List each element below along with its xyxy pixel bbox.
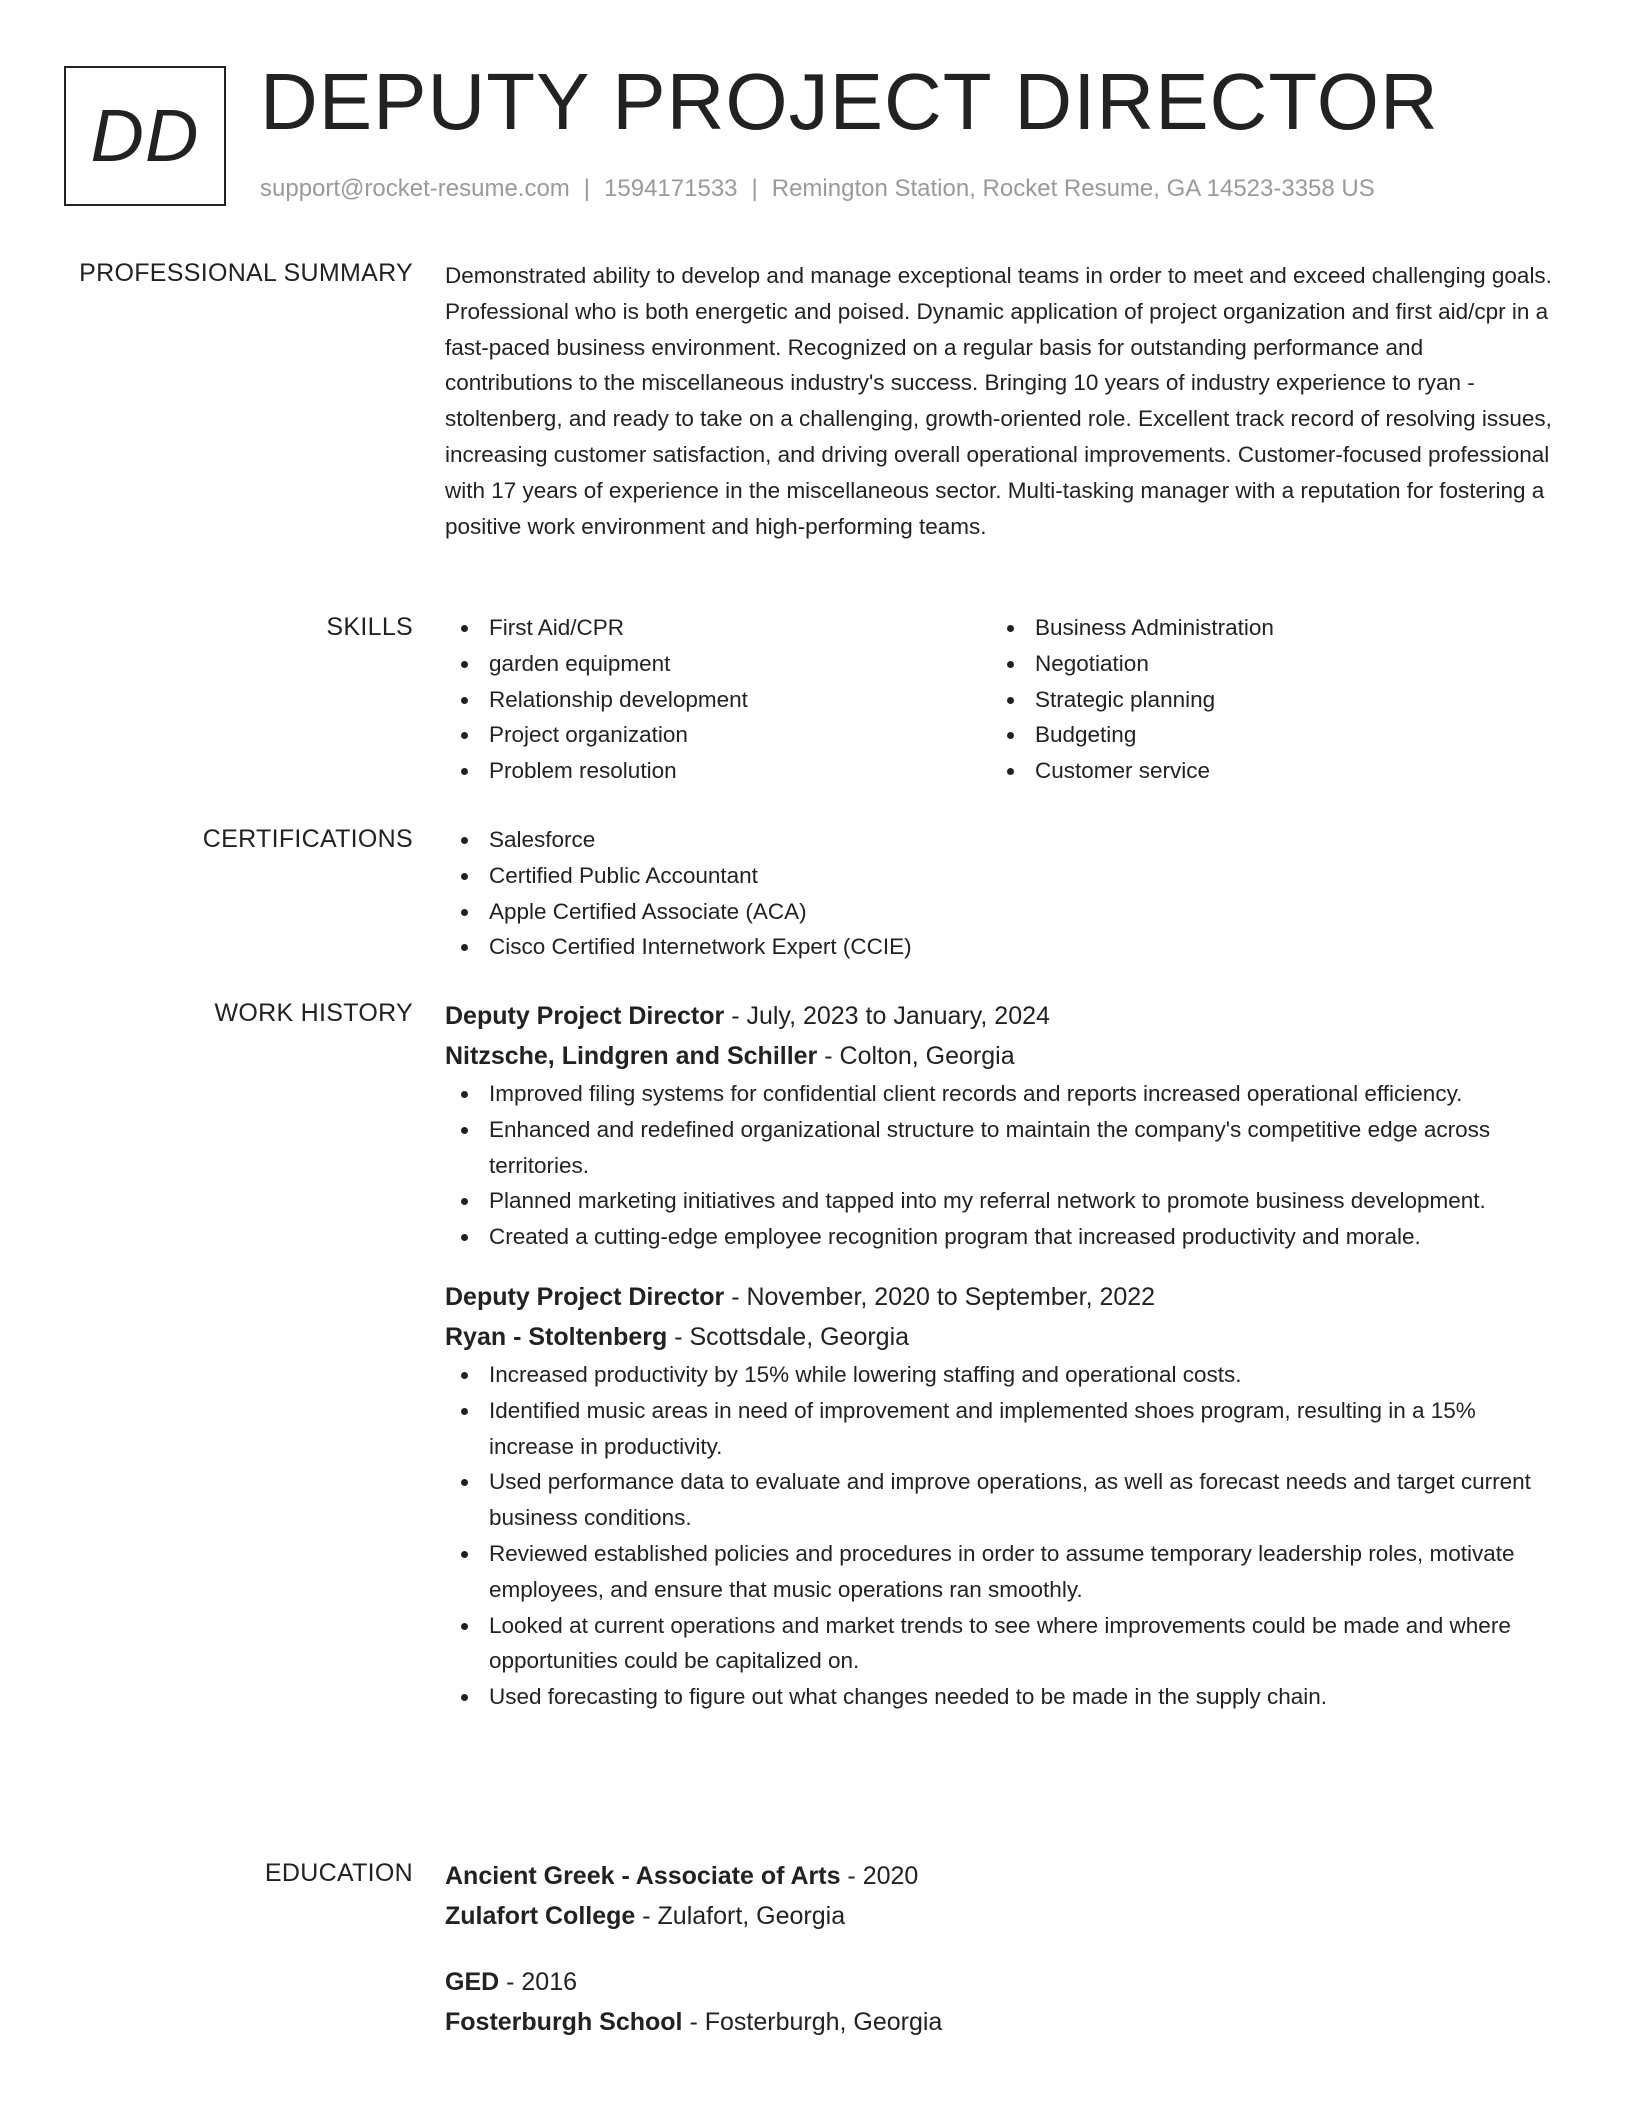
job-bullets	[445, 1076, 1555, 1255]
education-entry	[445, 1856, 1555, 1936]
monogram-box	[64, 66, 226, 206]
job-entry	[445, 1277, 1555, 1715]
certifications-list	[445, 822, 1555, 965]
job-bullets	[445, 1357, 1555, 1715]
education-school: Zulafort College	[445, 1902, 636, 1930]
skill-item: Problem resolution	[445, 753, 991, 789]
education-year: - 2020	[840, 1862, 919, 1890]
skill-item: garden equipment	[445, 646, 991, 682]
skill-item: Budgeting	[991, 717, 1537, 753]
job-bullet: Planned marketing initiatives and tapped into my referral network to promote business development.	[445, 1183, 1555, 1219]
job-bullet: Used forecasting to figure out what changes needed to be made in the supply chain.	[445, 1679, 1555, 1715]
certification-item: Certified Public Accountant	[445, 858, 1555, 894]
job-location: - Scottsdale, Georgia	[667, 1322, 910, 1351]
skill-item: Negotiation	[991, 646, 1537, 682]
certification-item: Cisco Certified Internetwork Expert (CCIE)	[445, 929, 1555, 965]
job-bullet: Reviewed established policies and procedures in order to assume temporary leadership roles, motivate employees, and ensure that music operations ran smoothly.	[445, 1536, 1555, 1608]
job-bullet: Identified music areas in need of improvement and implemented shoes program, resulting in a 15% increase in productivity.	[445, 1393, 1555, 1465]
education-school: Fosterburgh School	[445, 2008, 683, 2036]
skill-item: Relationship development	[445, 682, 991, 718]
page-title: DEPUTY PROJECT DIRECTOR	[260, 57, 1439, 146]
job-bullet: Looked at current operations and market trends to see where improvements could be made and where opportunities could be capitalized on.	[445, 1608, 1555, 1680]
skills-list-right	[991, 610, 1537, 789]
education-body	[445, 1856, 1555, 2042]
section-label-education: EDUCATION	[264, 1859, 413, 1887]
summary-body	[445, 258, 1555, 544]
contact-separator: |	[583, 175, 591, 202]
section-label-certifications: CERTIFICATIONS	[202, 825, 413, 853]
job-bullet: Increased productivity by 15% while lowering staffing and operational costs.	[445, 1357, 1555, 1393]
education-degree: Ancient Greek - Associate of Arts	[445, 1862, 841, 1890]
contact-line	[260, 174, 1375, 204]
certification-item: Salesforce	[445, 822, 1555, 858]
job-location: - Colton, Georgia	[817, 1042, 1015, 1070]
job-bullet: Improved filing systems for confidential client records and reports increased operational efficiency.	[445, 1076, 1555, 1112]
education-school-line	[445, 1896, 1555, 1936]
education-degree-line	[445, 1856, 1555, 1896]
job-bullet: Created a cutting-edge employee recognition program that increased productivity and morale.	[445, 1219, 1555, 1255]
summary-text: Demonstrated ability to develop and manage exceptional teams in order to meet and exceed challenging goals. Professional who is both energetic and poised. Dynamic application of project organization and first aid/cpr in a fast-paced business environment. Recognized on a regular basis for outstanding performance and contributions to the miscellaneous industry's success. Bringing 10 years of industry experience to ryan - stoltenberg, and ready to take on a challenging, growth-oriented role. Excellent track record of resolving issues, increasing customer satisfaction, and driving overall operational improvements. Customer-focused professional with 17 years of experience in the miscellaneous sector. Multi-tasking manager with a reputation for fostering a positive work environment and high-performing teams.	[445, 263, 1552, 539]
job-entry	[445, 996, 1555, 1255]
job-company: Ryan - Stoltenberg	[445, 1322, 668, 1351]
section-label-work-history: WORK HISTORY	[214, 999, 413, 1027]
skill-item: Business Administration	[991, 610, 1537, 646]
skill-item: Strategic planning	[991, 682, 1537, 718]
skill-item: Customer service	[991, 753, 1537, 789]
skills-list-left	[445, 610, 991, 789]
contact-address: Remington Station, Rocket Resume, GA 14523-3358 US	[771, 175, 1375, 202]
skill-item: First Aid/CPR	[445, 610, 991, 646]
job-title: Deputy Project Director	[445, 1282, 725, 1311]
job-bullet: Enhanced and redefined organizational structure to maintain the company's competitive edge across territories.	[445, 1112, 1555, 1184]
certifications-body	[445, 822, 1555, 965]
education-school-line	[445, 2002, 1555, 2042]
job-dates: - November, 2020 to September, 2022	[724, 1282, 1156, 1311]
job-title: Deputy Project Director	[445, 1002, 725, 1030]
job-company: Nitzsche, Lindgren and Schiller	[445, 1042, 818, 1070]
skills-body	[445, 610, 1555, 789]
certification-item: Apple Certified Associate (ACA)	[445, 894, 1555, 930]
skill-item: Project organization	[445, 717, 991, 753]
job-dates: - July, 2023 to January, 2024	[724, 1002, 1050, 1030]
education-location: - Zulafort, Georgia	[635, 1902, 846, 1930]
education-degree-line	[445, 1962, 1555, 2002]
education-entry	[445, 1962, 1555, 2042]
education-year: - 2016	[499, 1968, 578, 1996]
job-title-line	[445, 1277, 1555, 1317]
skills-grid	[445, 610, 1555, 789]
contact-phone: 1594171533	[604, 175, 738, 202]
education-degree: GED	[445, 1968, 500, 1996]
monogram-initials: DD	[90, 94, 200, 177]
job-bullet: Used performance data to evaluate and improve operations, as well as forecast needs and target current business conditions.	[445, 1464, 1555, 1536]
work-history-body	[445, 996, 1555, 1715]
contact-email: support@rocket-resume.com	[260, 175, 570, 202]
job-company-line	[445, 1317, 1555, 1357]
education-location: - Fosterburgh, Georgia	[682, 2008, 943, 2036]
contact-separator: |	[751, 175, 758, 202]
section-label-summary: PROFESSIONAL SUMMARY	[79, 259, 413, 287]
job-company-line	[445, 1036, 1555, 1076]
job-title-line	[445, 996, 1555, 1036]
section-label-skills: SKILLS	[326, 613, 413, 641]
